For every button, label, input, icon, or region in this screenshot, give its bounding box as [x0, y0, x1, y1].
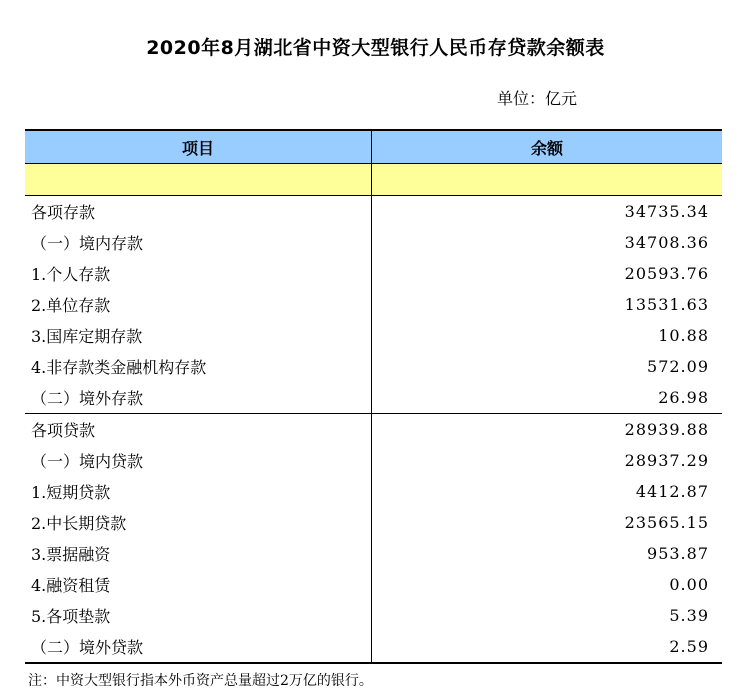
table-row [25, 289, 722, 320]
row-item: 各项存款 [25, 196, 372, 227]
subheader-cell-item [25, 164, 372, 195]
table-row [25, 320, 722, 351]
page-title: 2020年8月湖北省中资大型银行人民币存贷款余额表 [146, 37, 605, 59]
table-row [25, 382, 722, 413]
header-balance: 余额 [530, 138, 563, 158]
row-value: 34708.36 [624, 233, 709, 252]
row-item: 5.各项垫款 [25, 600, 372, 631]
table-row [25, 258, 722, 289]
row-value: 4412.87 [635, 482, 709, 501]
subheader-cell-balance [372, 164, 722, 195]
row-item: 3.票据融资 [25, 538, 372, 569]
table-row [25, 538, 722, 569]
row-value: 34735.34 [624, 202, 709, 221]
row-value: 2.59 [669, 637, 709, 656]
row-item: （一）境内贷款 [25, 445, 372, 476]
row-item: （一）境内存款 [25, 227, 372, 258]
table-row [25, 196, 722, 227]
table-row [25, 413, 722, 445]
row-item: 1.短期贷款 [25, 476, 372, 507]
table-row [25, 631, 722, 662]
row-value: 23565.15 [624, 513, 709, 532]
row-item: （二）境外存款 [25, 382, 372, 413]
row-value: 26.98 [658, 388, 709, 407]
row-value: 28937.29 [624, 451, 709, 470]
table-row [25, 476, 722, 507]
row-value: 13531.63 [624, 295, 709, 314]
table-subheader-blank [25, 164, 722, 196]
row-item: 2.中长期贷款 [25, 507, 372, 538]
row-value: 5.39 [669, 606, 709, 625]
table-row [25, 227, 722, 258]
table-row [25, 569, 722, 600]
row-value: 20593.76 [624, 264, 709, 283]
balance-table [25, 129, 722, 664]
row-value: 572.09 [647, 357, 709, 376]
unit-label: 单位：亿元 [497, 89, 578, 108]
table-row [25, 351, 722, 382]
row-value: 10.88 [658, 326, 709, 345]
row-item: 4.非存款类金融机构存款 [25, 351, 372, 382]
row-item: 4.融资租赁 [25, 569, 372, 600]
row-value: 28939.88 [624, 420, 709, 439]
table-header [25, 131, 722, 164]
header-item: 项目 [25, 131, 372, 163]
row-item: （二）境外贷款 [25, 631, 372, 662]
row-item: 各项贷款 [25, 414, 372, 445]
footnote: 注：中资大型银行指本外币资产总量超过2万亿的银行。 [28, 673, 373, 689]
row-item: 3.国库定期存款 [25, 320, 372, 351]
row-value: 0.00 [669, 575, 709, 594]
row-item: 1.个人存款 [25, 258, 372, 289]
row-item: 2.单位存款 [25, 289, 372, 320]
table-row [25, 507, 722, 538]
table-row [25, 445, 722, 476]
row-value: 953.87 [647, 544, 709, 563]
table-body [25, 196, 722, 662]
table-row [25, 600, 722, 631]
